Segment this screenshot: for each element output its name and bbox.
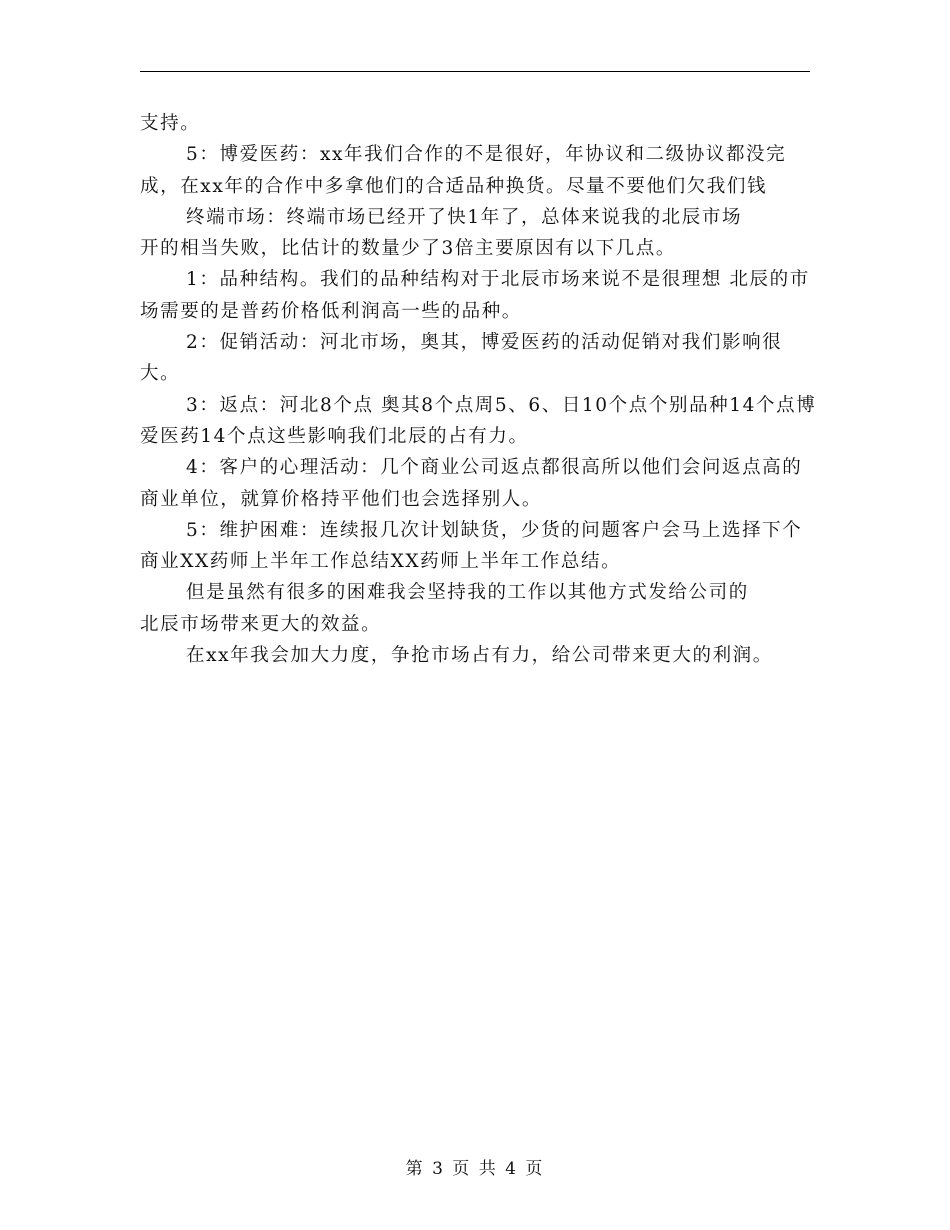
page-number: 第 3 页 共 4 页 bbox=[405, 1159, 545, 1179]
paragraph-promotion: 2：促销活动：河北市场，奥其，博爱医药的活动促销对我们影响很大。 bbox=[140, 332, 783, 385]
paragraph-product-structure: 1：品种结构。我们的品种结构对于北辰市场来说不是很理想 北辰的市场需要的是普药价格低利润高一些的品种。 bbox=[140, 269, 810, 322]
paragraph-continuation: 支持。 bbox=[140, 113, 201, 134]
paragraph-boai-pharma: 5：博爱医药：xx年我们合作的不是很好，年协议和二级协议都没完成，在xx年的合作中多拿他们的合适品种换货。尽量不要他们欠我们钱 bbox=[140, 144, 787, 197]
paragraph-rebate: 3：返点：河北8个点 奥其8个点周5、6、日10个点个别品种14个点博爱医药14个点这些影响我们北辰的占有力。 bbox=[140, 394, 817, 447]
paragraph-maintenance: 5：维护困难：连续报几次计划缺货，少货的问题客户会马上选择下个商业XX药师上半年工作总结XX药师上半年工作总结。 bbox=[140, 519, 803, 573]
paragraph-terminal-market: 终端市场：终端市场已经开了快1年了，总体来说我的北辰市场 开的相当失败，比估计的数量少了3倍主要原因有以下几点。 bbox=[140, 206, 743, 260]
header-rule bbox=[140, 71, 810, 72]
paragraph-next-year: 在xx年我会加大力度，争抢市场占有力，给公司带来更大的利润。 bbox=[186, 645, 773, 667]
paragraph-persistence: 但是虽然有很多的困难我会坚持我的工作以其他方式发给公司的 北辰市场带来更大的效益。 bbox=[140, 582, 749, 635]
paragraph-customer-psychology: 4：客户的心理活动：几个商业公司返点都很高所以他们会问返点高的商业单位，就算价格持平他们也会选择别人。 bbox=[140, 457, 803, 510]
document-body bbox=[140, 108, 820, 671]
